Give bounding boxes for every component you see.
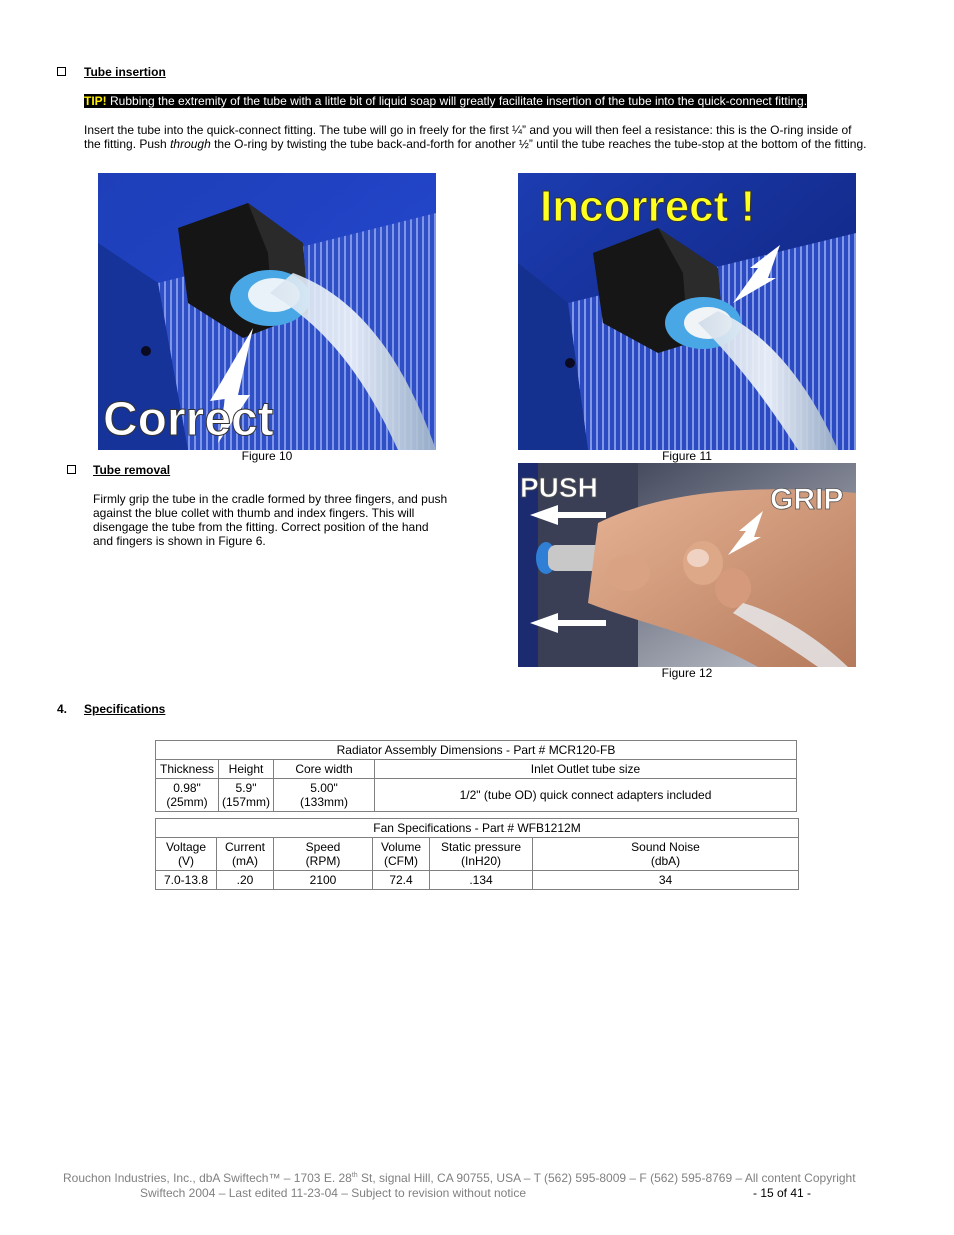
value-cell: 72.4 [373,871,430,890]
footer-text: Rouchon Industries, Inc., dbA Swiftech™ – 1703 E. 28 [63,1171,352,1185]
header-cell [430,838,533,871]
header-line: (mA) [232,854,258,868]
value-cell [156,779,219,812]
footer-line-1 [63,1171,856,1186]
value-cell: 2100 [274,871,373,890]
header-line: Speed [305,840,341,854]
value-cell [219,779,274,812]
value-cell: 1/2" (tube OD) quick connect adapters included [375,779,797,812]
figure-10-caption: Figure 10 [241,449,293,463]
header-cell: Core width [274,760,375,779]
header-cell: Inlet Outlet tube size [375,760,797,779]
checkbox-bullet-icon [67,465,76,474]
figure-11-illustration [518,173,856,450]
section-heading-tube-removal: Tube removal [93,463,171,477]
header-line: (dbA) [650,854,681,868]
table-row [156,760,797,779]
figure-10-illustration [98,173,436,450]
header-cell [156,838,217,871]
table-row [156,871,799,890]
value-line: (25mm) [166,795,208,809]
fan-table [155,818,799,890]
section-number: 4. [57,702,68,716]
section-heading-specifications: Specifications [84,702,166,716]
radiator-table-title: Radiator Assembly Dimensions - Part # MCR120-FB [156,741,797,760]
value-cell: 34 [533,871,799,890]
removal-paragraph [93,492,483,548]
footer-line-2: Swiftech 2004 – Last edited 11-23-04 – Subject to revision without notice [140,1186,527,1200]
figure-12-photo [518,463,856,667]
figure-11-overlay-text: Incorrect ! [540,182,756,231]
removal-line: against the blue collet with thumb and index fingers. This will [93,506,415,520]
header-cell [274,838,373,871]
fan-table-title: Fan Specifications - Part # WFB1212M [156,819,799,838]
insertion-line-2-start: the fitting. Push [84,137,171,151]
header-line: Voltage [165,840,207,854]
radiator-table [155,740,797,812]
footer-superscript: th [351,1172,358,1179]
header-cell [373,838,430,871]
insertion-line-2-end: the O-ring by twisting the tube back-and-forth for another ½” until the tube reaches the tube-stop at the bottom of the fitting. [210,137,867,151]
value-line: 5.9" [235,781,257,795]
header-line: Static pressure [440,840,522,854]
value-cell: .134 [430,871,533,890]
header-line: (CFM) [384,854,418,868]
header-cell [533,838,799,871]
insertion-emphasis: through [170,137,211,151]
figure-12-caption: Figure 12 [661,666,713,680]
section-heading-tube-insertion: Tube insertion [84,65,166,79]
figure-10-photo [98,173,436,450]
figure-12-push-text: PUSH [520,472,598,503]
insertion-paragraph [84,123,944,151]
table-row [156,741,797,760]
value-line: (157mm) [221,795,270,809]
header-line: (InH20) [460,854,501,868]
value-cell: 7.0-13.8 [156,871,217,890]
header-cell [217,838,274,871]
value-line: 5.00" [310,781,338,795]
insertion-line-1: Insert the tube into the quick-connect fitting. The tube will go in freely for the first ¼” and you will then feel a resistance: this is the O-ring inside of [84,123,852,137]
removal-line: disengage the tube from the fitting. Correct position of the hand [93,520,429,534]
value-cell [274,779,375,812]
table-row [156,819,799,838]
page-number: - 15 of 41 - [753,1186,812,1200]
removal-line: Firmly grip the tube in the cradle formed by three fingers, and push [93,492,448,506]
figure-11-photo [518,173,856,450]
header-line: (V) [178,854,194,868]
table-row [156,779,797,812]
value-cell: .20 [217,871,274,890]
figure-12-grip-text: GRIP [770,483,844,516]
tip-line [84,94,807,108]
value-line: 0.98" [173,781,201,795]
tip-label: TIP! [84,94,107,108]
footer-text: St, signal Hill, CA 90755, USA – T (562) 595-8009 – F (562) 595-8769 – All content Copyright [357,1171,856,1185]
tip-text: Rubbing the extremity of the tube with a little bit of liquid soap will greatly facilitate insertion of the tube into the quick-connect fitting. [106,94,808,108]
figure-10-overlay-text: Correct [103,393,274,446]
header-cell: Height [219,760,274,779]
value-line: (133mm) [299,795,348,809]
removal-line: and fingers is shown in Figure 6. [93,534,266,548]
figure-12-illustration [518,463,856,667]
header-line: Current [224,840,265,854]
figure-11-caption: Figure 11 [662,449,712,463]
header-line: Volume [380,840,422,854]
header-line: Sound Noise [631,840,700,854]
header-cell: Thickness [156,760,219,779]
table-row [156,838,799,871]
checkbox-bullet-icon [57,67,66,76]
insertion-line-2 [84,137,944,151]
header-line: (RPM) [305,854,341,868]
